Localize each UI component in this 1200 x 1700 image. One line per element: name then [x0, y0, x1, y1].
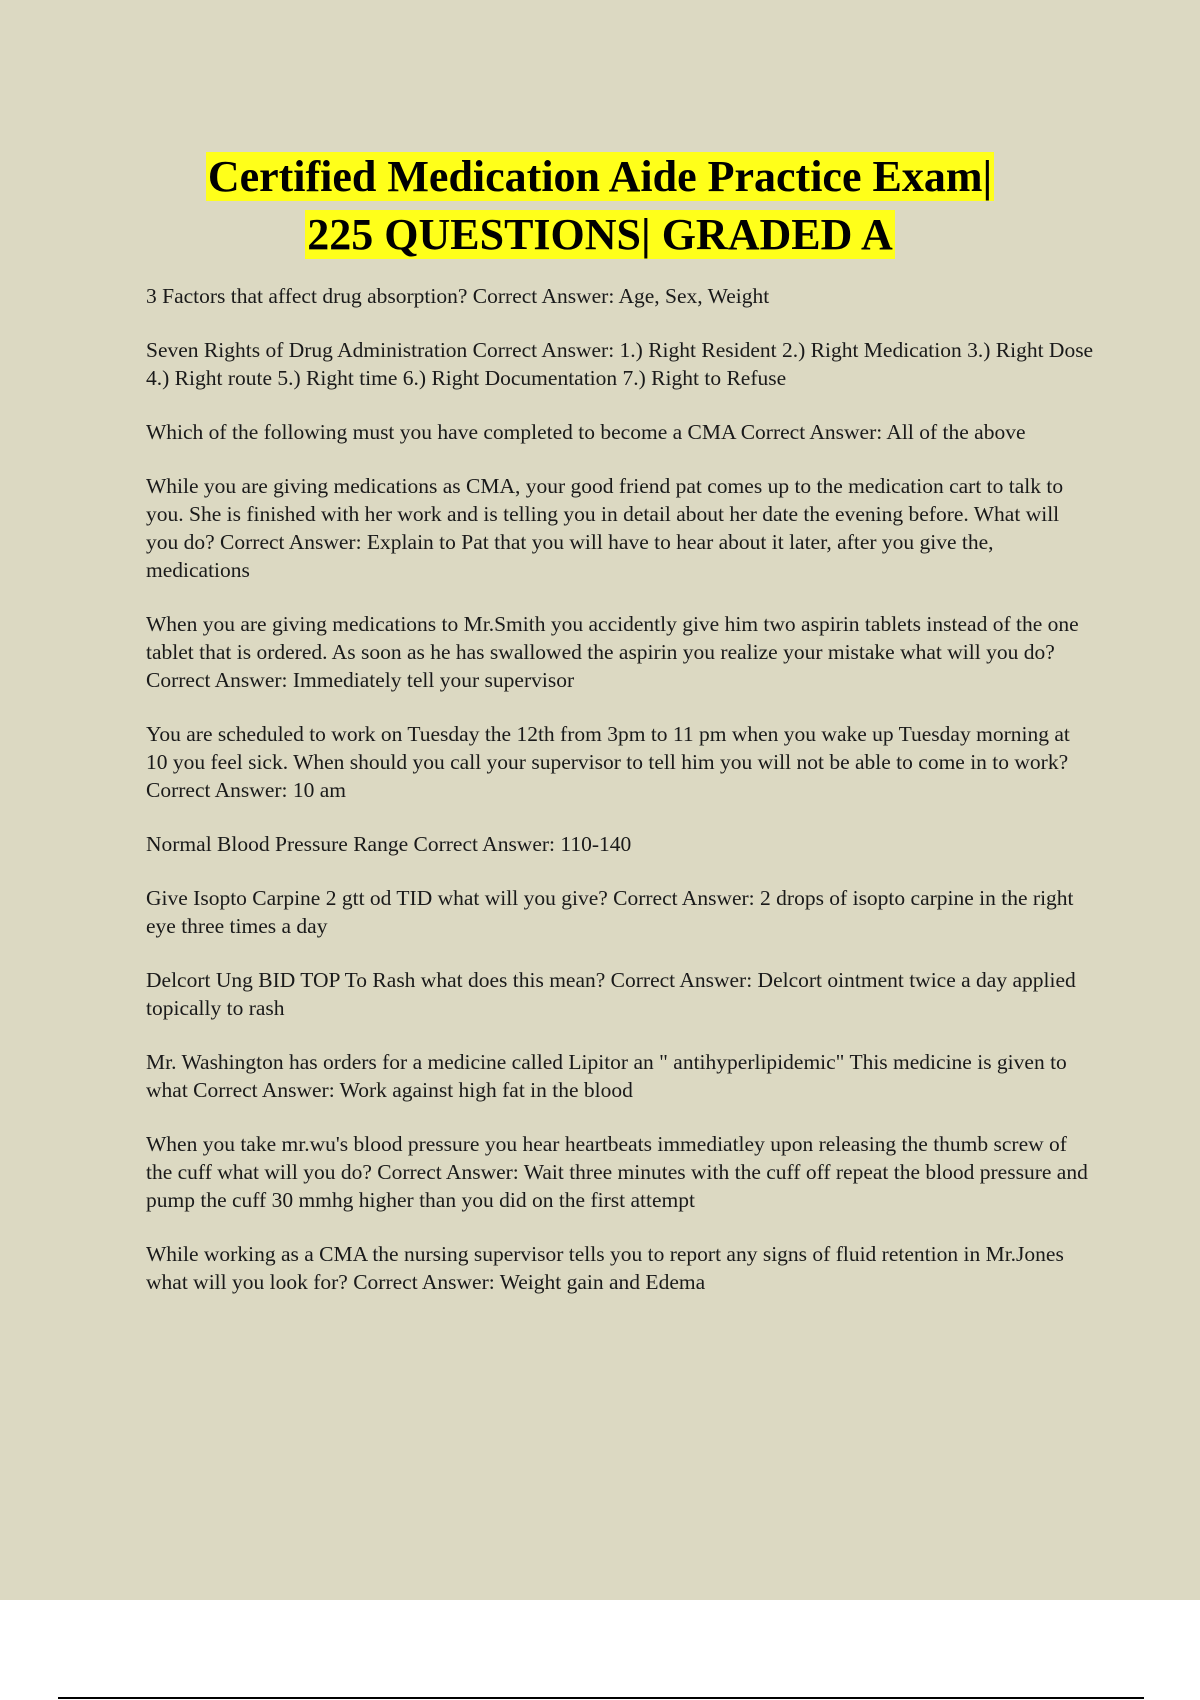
qa-item-seven-rights: Seven Rights of Drug Administration Correct Answer: 1.) Right Resident 2.) Right Medication 3.) Right Dose 4.) Right route 5.) Right time 6.) Right Documentation 7.) Right to Refuse — [146, 338, 1094, 390]
title-line-2: 225 QUESTIONS| GRADED A — [307, 210, 893, 259]
question-answer-list — [146, 282, 1096, 1322]
qa-item-lipitor: Mr. Washington has orders for a medicine called Lipitor an " antihyperlipidemic" This medicine is given to what Correct Answer: Work against high fat in the blood — [146, 1050, 1067, 1102]
qa-item-call-supervisor: You are scheduled to work on Tuesday the 12th from 3pm to 11 pm when you wake up Tuesday morning at 10 you feel sick. When should you call your supervisor to tell him you will not be able to come in to work? Correct Answer: 10 am — [146, 722, 1070, 802]
qa-item-fluid-retention: While working as a CMA the nursing supervisor tells you to report any signs of fluid retention in Mr.Jones what will you look for? Correct Answer: Weight gain and Edema — [146, 1242, 1064, 1294]
qa-item-absorption-factors: 3 Factors that affect drug absorption? Correct Answer: Age, Sex, Weight — [146, 284, 770, 308]
title-line-1: Certified Medication Aide Practice Exam| — [207, 152, 993, 201]
qa-item-cma-requirements: Which of the following must you have completed to become a CMA Correct Answer: All of the above — [146, 420, 1026, 444]
footer-divider — [58, 1697, 1144, 1699]
document-title — [0, 148, 1200, 264]
qa-item-friend-pat: While you are giving medications as CMA, your good friend pat comes up to the medication cart to talk to you. She is finished with her work and is telling you in detail about her date the evening before. What will you do? Correct Answer: Explain to Pat that you will have to hear about it later, after you give the, medications — [146, 474, 1064, 582]
qa-item-delcort: Delcort Ung BID TOP To Rash what does this mean? Correct Answer: Delcort ointment twice a day applied topically to rash — [146, 968, 1076, 1020]
qa-item-aspirin-error: When you are giving medications to Mr.Smith you accidently give him two aspirin tablets instead of the one tablet that is ordered. As soon as he has swallowed the aspirin you realize your mistake what will you do? Correct Answer: Immediately tell your supervisor — [146, 612, 1079, 692]
qa-item-blood-pressure-range: Normal Blood Pressure Range Correct Answer: 110-140 — [146, 832, 632, 856]
qa-item-isopto-carpine: Give Isopto Carpine 2 gtt od TID what will you give? Correct Answer: 2 drops of isopto carpine in the right eye three times a day — [146, 886, 1074, 938]
qa-item-blood-pressure-retake: When you take mr.wu's blood pressure you hear heartbeats immediatley upon releasing the thumb screw of the cuff what will you do? Correct Answer: Wait three minutes with the cuff off repeat the blood pressure and pump the cuff 30 mmhg higher than you did on the first attempt — [146, 1132, 1088, 1212]
